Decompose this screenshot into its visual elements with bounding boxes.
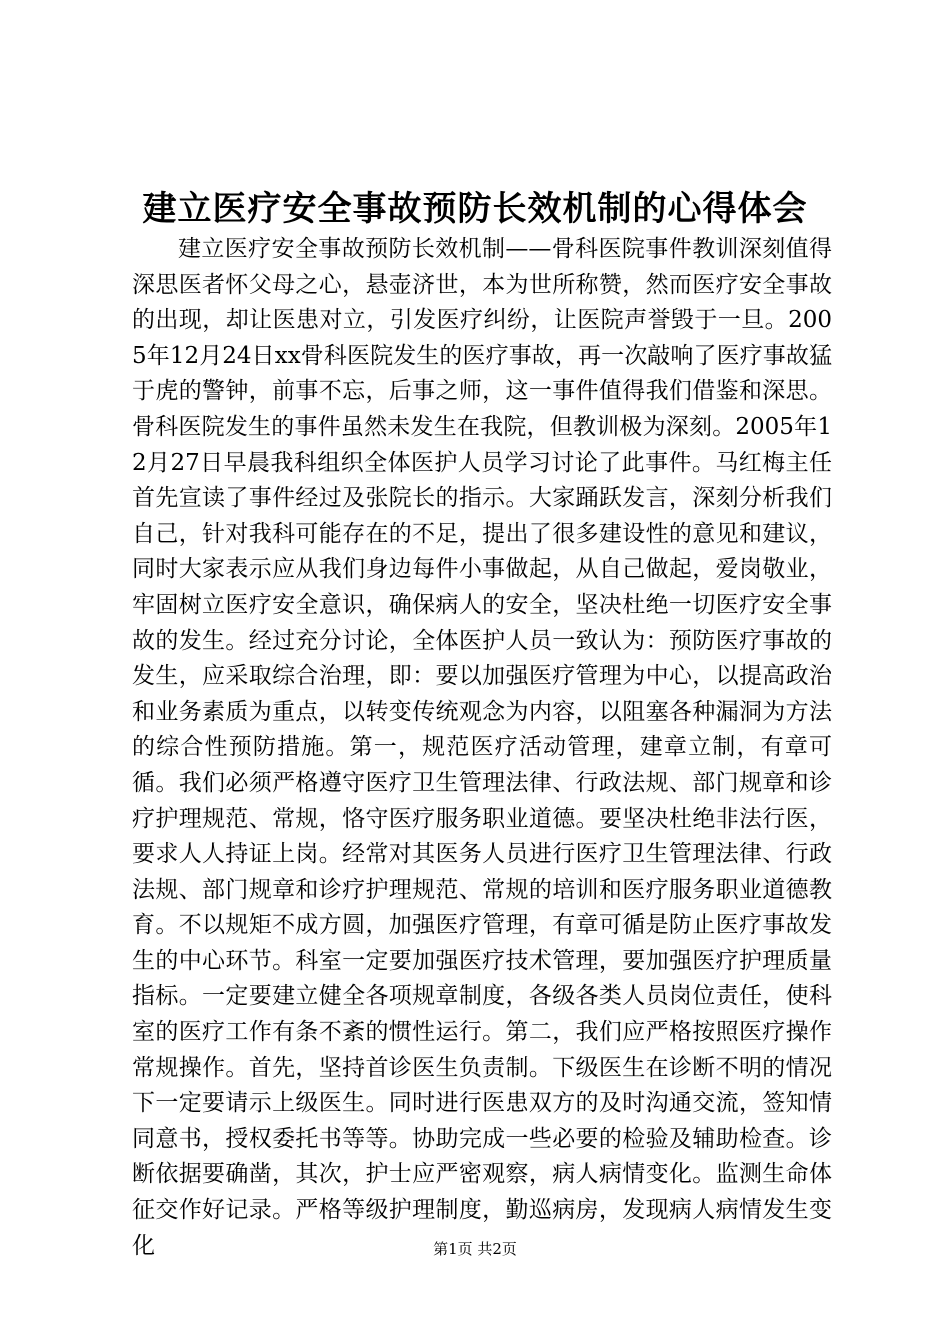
body-paragraph: 建立医疗安全事故预防长效机制——骨科医院事件教训深刻值得深思医者怀父母之心，悬壶济世，本为世所称赞，然而医疗安全事故的出现，却让医患对立，引发医疗纠纷，让医院声誉毁于一旦。2005年12月24日xx骨科医院发生的医疗事故，再一次敲响了医疗事故猛于虎的警钟，前事不忘，后事之师，这一事件值得我们借鉴和深思。骨科医院发生的事件虽然未发生在我院，但教训极为深刻。2005年12月27日早晨我科组织全体医护人员学习讨论了此事件。马红梅主任首先宣读了事件经过及张院长的指示。大家踊跃发言，深刻分析我们自己，针对我科可能存在的不足，提出了很多建设性的意见和建议，同时大家表示应从我们身边每件小事做起，从自己做起，爱岗敬业，牢固树立医疗安全意识，确保病人的安全，坚决杜绝一切医疗安全事故的发生。经过充分讨论，全体医护人员一致认为：预防医疗事故的发生，应采取综合治理，即：要以加强医疗管理为中心，以提高政治和业务素质为重点，以转变传统观念为内容，以阻塞各种漏洞为方法的综合性预防措施。第一，规范医疗活动管理，建章立制，有章可循。我们必须严格遵守医疗卫生管理法律、行政法规、部门规章和诊疗护理规范、常规，恪守医疗服务职业道德。要坚决杜绝非法行医，要求人人持证上岗。经常对其医务人员进行医疗卫生管理法律、行政法规、部门规章和诊疗护理规范、常规的培训和医疗服务职业道德教育。不以规矩不成方圆，加强医疗管理，有章可循是防止医疗事故发生的中心环节。科室一定要加强医疗技术管理，要加强医疗护理质量指标。一定要建立健全各项规章制度，各级各类人员岗位责任，使科室的医疗工作有条不紊的惯性运行。第二，我们应严格按照医疗操作常规操作。首先，坚持首诊医生负责制。下级医生在诊断不明的情况下一定要请示上级医生。同时进行医患双方的及时沟通交流，签知情同意书，授权委托书等等。协助完成一些必要的检验及辅助检查。诊断依据要确凿，其次，护士应严密观察，病人病情变化。监测生命体征交作好记录。严格等级护理制度，勤巡病房，发现病人病情发生变化 — [132, 236, 832, 1259]
page-number-footer: 第1页 共2页 — [433, 1240, 517, 1258]
page-title: 建立医疗安全事故预防长效机制的心得体会 — [142, 189, 808, 229]
